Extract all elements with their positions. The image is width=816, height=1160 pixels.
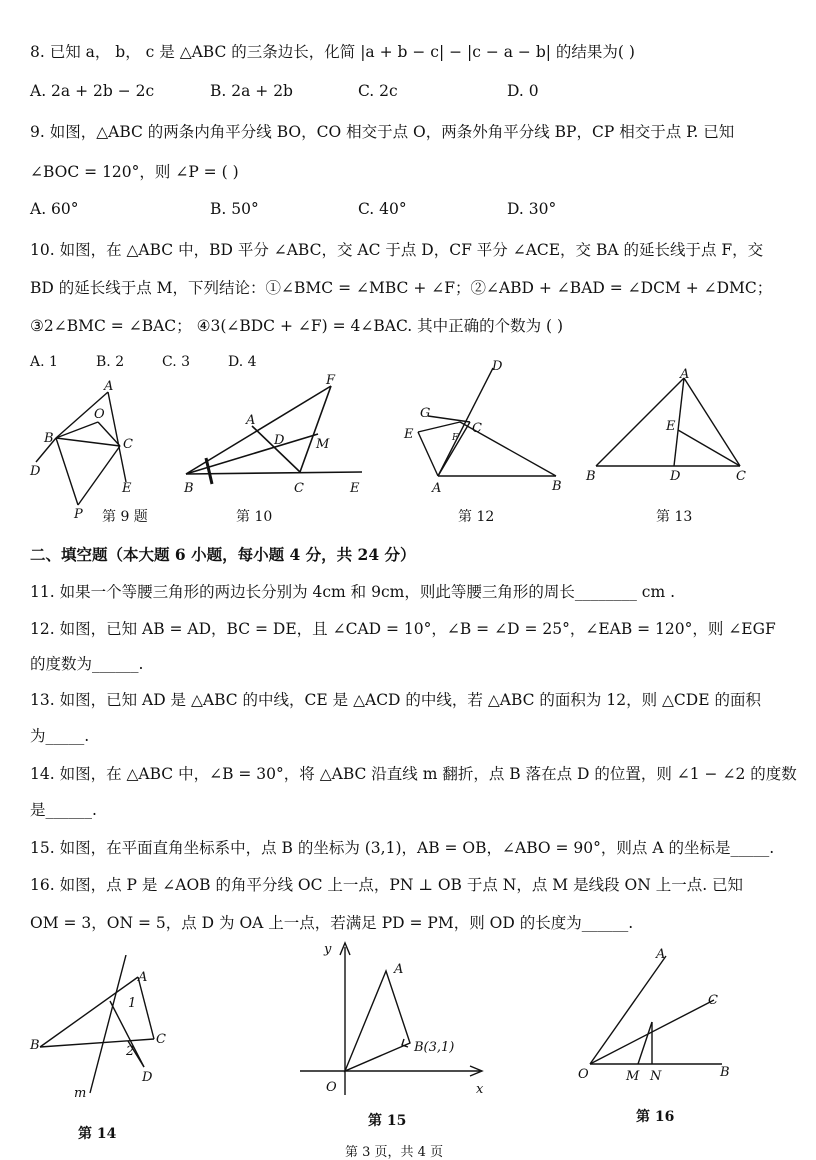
fig16-label-n: N xyxy=(650,1069,662,1084)
q13-line1: 13. 如图，已知 AD 是 △ABC 的中线，CE 是 △ACD 的中线，若 △ABC 的面积为 12，则 △CDE 的面积 xyxy=(30,691,761,709)
fig16-label-b: B xyxy=(720,1065,730,1080)
fig10-label-f: F xyxy=(326,374,336,388)
fig12-label-d: D xyxy=(492,360,503,374)
fig9-label-o: O xyxy=(94,407,105,422)
fig10-label-m: M xyxy=(316,437,330,452)
q9-option-d: D. 30° xyxy=(507,200,557,218)
q12-line1: 12. 如图，已知 AB = AD，BC = DE，且 ∠CAD = 10°，∠B = ∠D = 25°，∠EAB = 120°，则 ∠EGF xyxy=(30,620,776,638)
q8-option-b: B. 2a + 2b xyxy=(210,82,293,100)
fig15-caption: 第 15 xyxy=(368,1113,407,1129)
fig13-caption: 第 13 xyxy=(656,509,693,525)
q10-line2: BD 的延长线于点 M，下列结论：①∠BMC = ∠MBC + ∠F；②∠ABD + ∠BAD = ∠DCM + ∠DMC； xyxy=(30,279,773,297)
fig13-label-a: A xyxy=(680,368,690,382)
fig9-label-d: D xyxy=(30,464,41,479)
fig14-label-b: B xyxy=(30,1038,40,1053)
q8-option-a: A. 2a + 2b − 2c xyxy=(30,82,155,100)
q12-line2: 的度数为______. xyxy=(30,655,144,673)
section-title: 二、填空题（本大题 6 小题，每小题 4 分，共 24 分） xyxy=(30,545,416,564)
fig12-label-g: G xyxy=(420,406,431,421)
fig9-label-b: B xyxy=(44,431,54,446)
fig14-label-2: 2 xyxy=(126,1044,135,1059)
q14-line1: 14. 如图，在 △ABC 中，∠B = 30°，将 △ABC 沿直线 m 翻折，点 B 落在点 D 的位置，则 ∠1 − ∠2 的度数 xyxy=(30,765,797,783)
fig13-label-e: E xyxy=(666,419,676,434)
fig13-label-c: C xyxy=(736,469,746,484)
q9-line2: ∠BOC = 120°，则 ∠P = ( ) xyxy=(30,163,239,181)
figure-13 xyxy=(582,368,752,488)
q10-option-c: C. 3 xyxy=(162,354,191,370)
fig16-label-a: A xyxy=(656,947,666,962)
q9-option-a: A. 60° xyxy=(30,200,79,218)
fig14-label-a: A xyxy=(138,970,148,985)
q10-option-a: A. 1 xyxy=(30,354,58,370)
fig12-label-a: A xyxy=(432,481,442,496)
figure-15 xyxy=(290,935,490,1100)
q10-line1: 10. 如图，在 △ABC 中，BD 平分 ∠ABC，交 AC 于点 D，CF 平分 ∠ACE，交 BA 的延长线于点 F，交 xyxy=(30,241,764,259)
fig15-label-a: A xyxy=(394,962,404,977)
fig12-label-f: F xyxy=(452,433,459,443)
fig16-label-c: C xyxy=(708,993,718,1008)
q9-option-c: C. 40° xyxy=(358,200,407,218)
q11-line1: 11. 如果一个等腰三角形的两边长分别为 4cm 和 9cm，则此等腰三角形的周长________ cm . xyxy=(30,583,676,601)
fig14-label-c: C xyxy=(156,1032,166,1047)
fig12-label-b: B xyxy=(552,479,562,494)
fig15-label-y: y xyxy=(324,942,332,957)
fig16-label-m: M xyxy=(626,1069,640,1084)
fig10-label-c: C xyxy=(294,481,304,496)
q8-option-c: C. 2c xyxy=(358,82,398,100)
fig15-label-x: x xyxy=(476,1082,484,1097)
fig16-caption: 第 16 xyxy=(636,1109,675,1125)
q8-option-d: D. 0 xyxy=(507,82,539,100)
q10-option-b: B. 2 xyxy=(96,354,125,370)
fig10-label-a: A xyxy=(246,413,256,428)
q10-line3: ③2∠BMC = ∠BAC； ④3(∠BDC + ∠F) = 4∠BAC. 其中正确的个数为 ( ) xyxy=(30,317,564,335)
fig10-caption: 第 10 xyxy=(236,509,273,525)
fig10-label-b: B xyxy=(184,481,194,496)
fig9-label-e: E xyxy=(122,481,132,496)
figure-16 xyxy=(572,940,762,1085)
fig12-label-c: C xyxy=(472,421,482,436)
fig14-label-m: m xyxy=(74,1086,87,1101)
fig15-label-o: O xyxy=(326,1080,337,1095)
fig12-label-e: E xyxy=(404,427,414,442)
figure-14 xyxy=(28,955,178,1105)
fig14-caption: 第 14 xyxy=(78,1126,117,1142)
fig15-label-b: B(3,1) xyxy=(414,1040,455,1055)
figure-12 xyxy=(398,360,573,500)
fig13-label-d: D xyxy=(670,469,681,484)
fig16-label-o: O xyxy=(578,1067,589,1082)
fig9-label-p: P xyxy=(74,507,83,520)
q10-option-d: D. 4 xyxy=(228,354,257,370)
fig9-caption: 第 9 题 xyxy=(102,509,148,525)
fig12-caption: 第 12 xyxy=(458,509,495,525)
q14-line2: 是______. xyxy=(30,801,97,819)
fig9-label-c: C xyxy=(123,437,133,452)
fig13-label-b: B xyxy=(586,469,596,484)
q15-line1: 15. 如图，在平面直角坐标系中，点 B 的坐标为 (3,1)，AB = OB，∠ABO = 90°，则点 A 的坐标是_____. xyxy=(30,839,775,857)
fig14-label-d: D xyxy=(142,1070,153,1085)
q9-line1: 9. 如图，△ABC 的两条内角平分线 BO，CO 相交于点 O，两条外角平分线 BP，CP 相交于点 P. 已知 xyxy=(30,123,735,141)
q13-line2: 为_____. xyxy=(30,727,90,745)
figure-10 xyxy=(176,374,376,499)
q16-line2: OM = 3，ON = 5，点 D 为 OA 上一点，若满足 PD = PM，则 OD 的长度为______. xyxy=(30,914,634,932)
fig10-label-d: D xyxy=(274,433,285,448)
fig10-label-e: E xyxy=(350,481,360,496)
q9-option-b: B. 50° xyxy=(210,200,259,218)
page-footer: 第 3 页，共 4 页 xyxy=(345,1145,444,1160)
fig14-label-1: 1 xyxy=(128,996,137,1011)
fig9-label-a: A xyxy=(104,380,114,394)
q16-line1: 16. 如图，点 P 是 ∠AOB 的角平分线 OC 上一点，PN ⊥ OB 于点 N，点 M 是线段 ON 上一点. 已知 xyxy=(30,876,744,894)
figure-9 xyxy=(28,380,148,520)
q8-stem: 8. 已知 a， b， c 是 △ABC 的三条边长，化简 |a + b − c| − |c − a − b| 的结果为( ) xyxy=(30,43,635,61)
